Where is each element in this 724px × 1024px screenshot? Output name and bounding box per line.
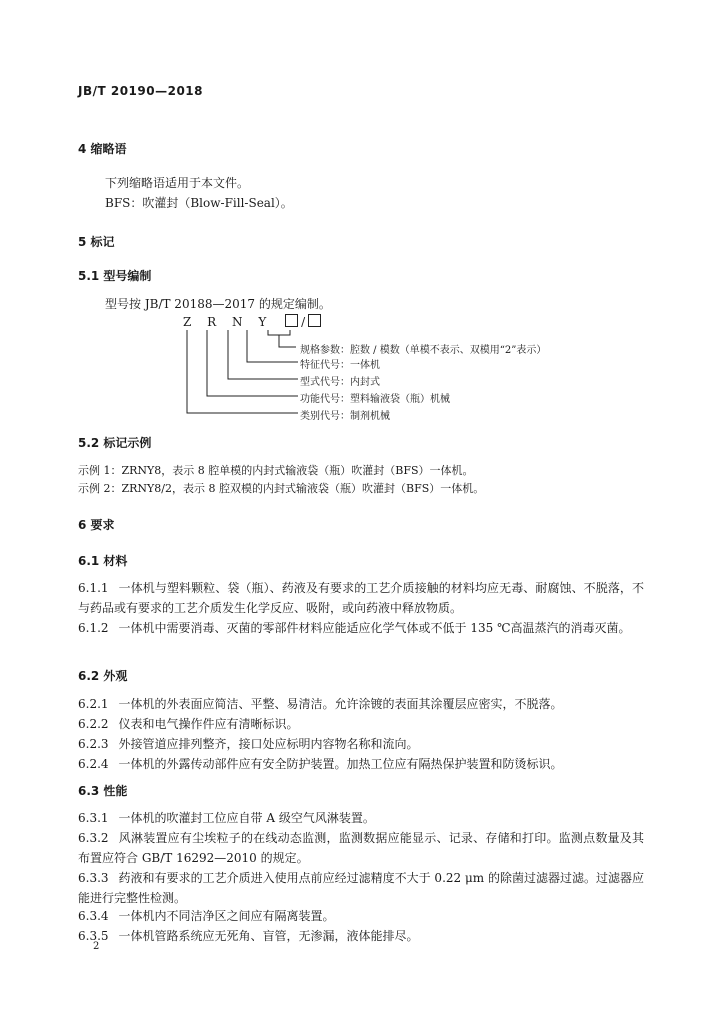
clause-6-3-2: 6.3.2 风淋装置应有尘埃粒子的在线动态监测，监测数据应能显示、记录、存储和打印。监测点数量及其布置应符合 GB/T 16292—2010 的规定。 — [78, 831, 644, 865]
section-5-1-heading: 5.1 型号编制 — [78, 269, 152, 283]
clause-6-2-3: 6.2.3 外接管道应排列整齐，接口处应标明内容物名称和流向。 — [78, 737, 419, 751]
section-6-heading: 6 要求 — [78, 518, 115, 532]
section-6-1-heading: 6.1 材料 — [78, 554, 128, 568]
clause-6-3-5: 6.3.5 一体机管路系统应无死角、盲管，无渗漏，液体能排尽。 — [78, 929, 419, 943]
example-2: 示例 2：ZRNY8/2，表示 8 腔双模的内封式输液袋（瓶）吹灌封（BFS）一体机。 — [78, 482, 485, 495]
clause-6-2-2: 6.2.2 仪表和电气操作件应有清晰标识。 — [78, 717, 299, 731]
leader-line-type — [228, 330, 298, 379]
section-4-heading: 4 缩略语 — [78, 142, 127, 156]
clause-6-3-1: 6.3.1 一体机的吹灌封工位应自带 A 级空气风淋装置。 — [78, 811, 375, 825]
clause-6-1-1: 6.1.1 一体机与塑料颗粒、袋（瓶）、药液及有要求的工艺介质接触的材料均应无毒、耐腐蚀、不脱落，不与药品或有要求的工艺介质发生化学反应、吸附，或向药液中释放物质。 — [78, 581, 644, 615]
leader-line-spec — [279, 335, 296, 347]
clause-6-2-1: 6.2.1 一体机的外表面应简洁、平整、易清洁。允许涂镀的表面其涂覆层应密实，不脱落。 — [78, 697, 563, 711]
model-separator: / — [301, 315, 306, 329]
section-5-1-intro: 型号按 JB/T 20188—2017 的规定编制。 — [105, 297, 331, 311]
model-letter-n: N — [232, 315, 249, 329]
model-label-spec: 规格参数：腔数 / 模数（单模不表示、双模用“2”表示） — [300, 345, 547, 356]
section-5-2-heading: 5.2 标记示例 — [78, 436, 152, 450]
model-letter-z: Z — [183, 315, 198, 329]
section-4-line-1: 下列缩略语适用于本文件。 — [105, 176, 250, 190]
clause-6-1-2: 6.1.2 一体机中需要消毒、灭菌的零部件材料应能适应化学气体或不低于 135 ℃高温蒸汽的消毒灭菌。 — [78, 621, 631, 635]
document-code: JB/T 20190—2018 — [78, 84, 204, 98]
page-number: 2 — [93, 941, 100, 952]
leader-line-category — [187, 330, 298, 413]
clause-6-2-4: 6.2.4 一体机的外露传动部件应有安全防护装置。加热工位应有隔热保护装置和防烫标识。 — [78, 757, 563, 771]
example-1: 示例 1：ZRNY8，表示 8 腔单模的内封式输液袋（瓶）吹灌封（BFS）一体机。 — [78, 464, 474, 477]
section-5-heading: 5 标记 — [78, 235, 115, 249]
clause-6-3-4: 6.3.4 一体机内不同洁净区之间应有隔离装置。 — [78, 909, 335, 923]
section-6-2-heading: 6.2 外观 — [78, 669, 128, 683]
model-label-feature: 特征代号：一体机 — [300, 360, 380, 371]
leader-line-function — [207, 330, 298, 396]
model-letter-y: Y — [258, 315, 273, 329]
model-label-function: 功能代号：塑料输液袋（瓶）机械 — [300, 394, 450, 405]
clause-6-3-3: 6.3.3 药液和有要求的工艺介质进入使用点前应经过滤精度不大于 0.22 μm 的除菌过滤器过滤。过滤器应能进行完整性检测。 — [78, 871, 644, 905]
model-label-type: 型式代号：内封式 — [300, 377, 380, 388]
model-letter-r: R — [207, 315, 223, 329]
box-bracket-line — [268, 330, 290, 335]
section-6-3-heading: 6.3 性能 — [78, 784, 128, 798]
model-label-category: 类别代号：制剂机械 — [300, 411, 390, 422]
section-4-line-2: BFS：吹灌封（Blow-Fill-Seal）。 — [105, 196, 293, 210]
